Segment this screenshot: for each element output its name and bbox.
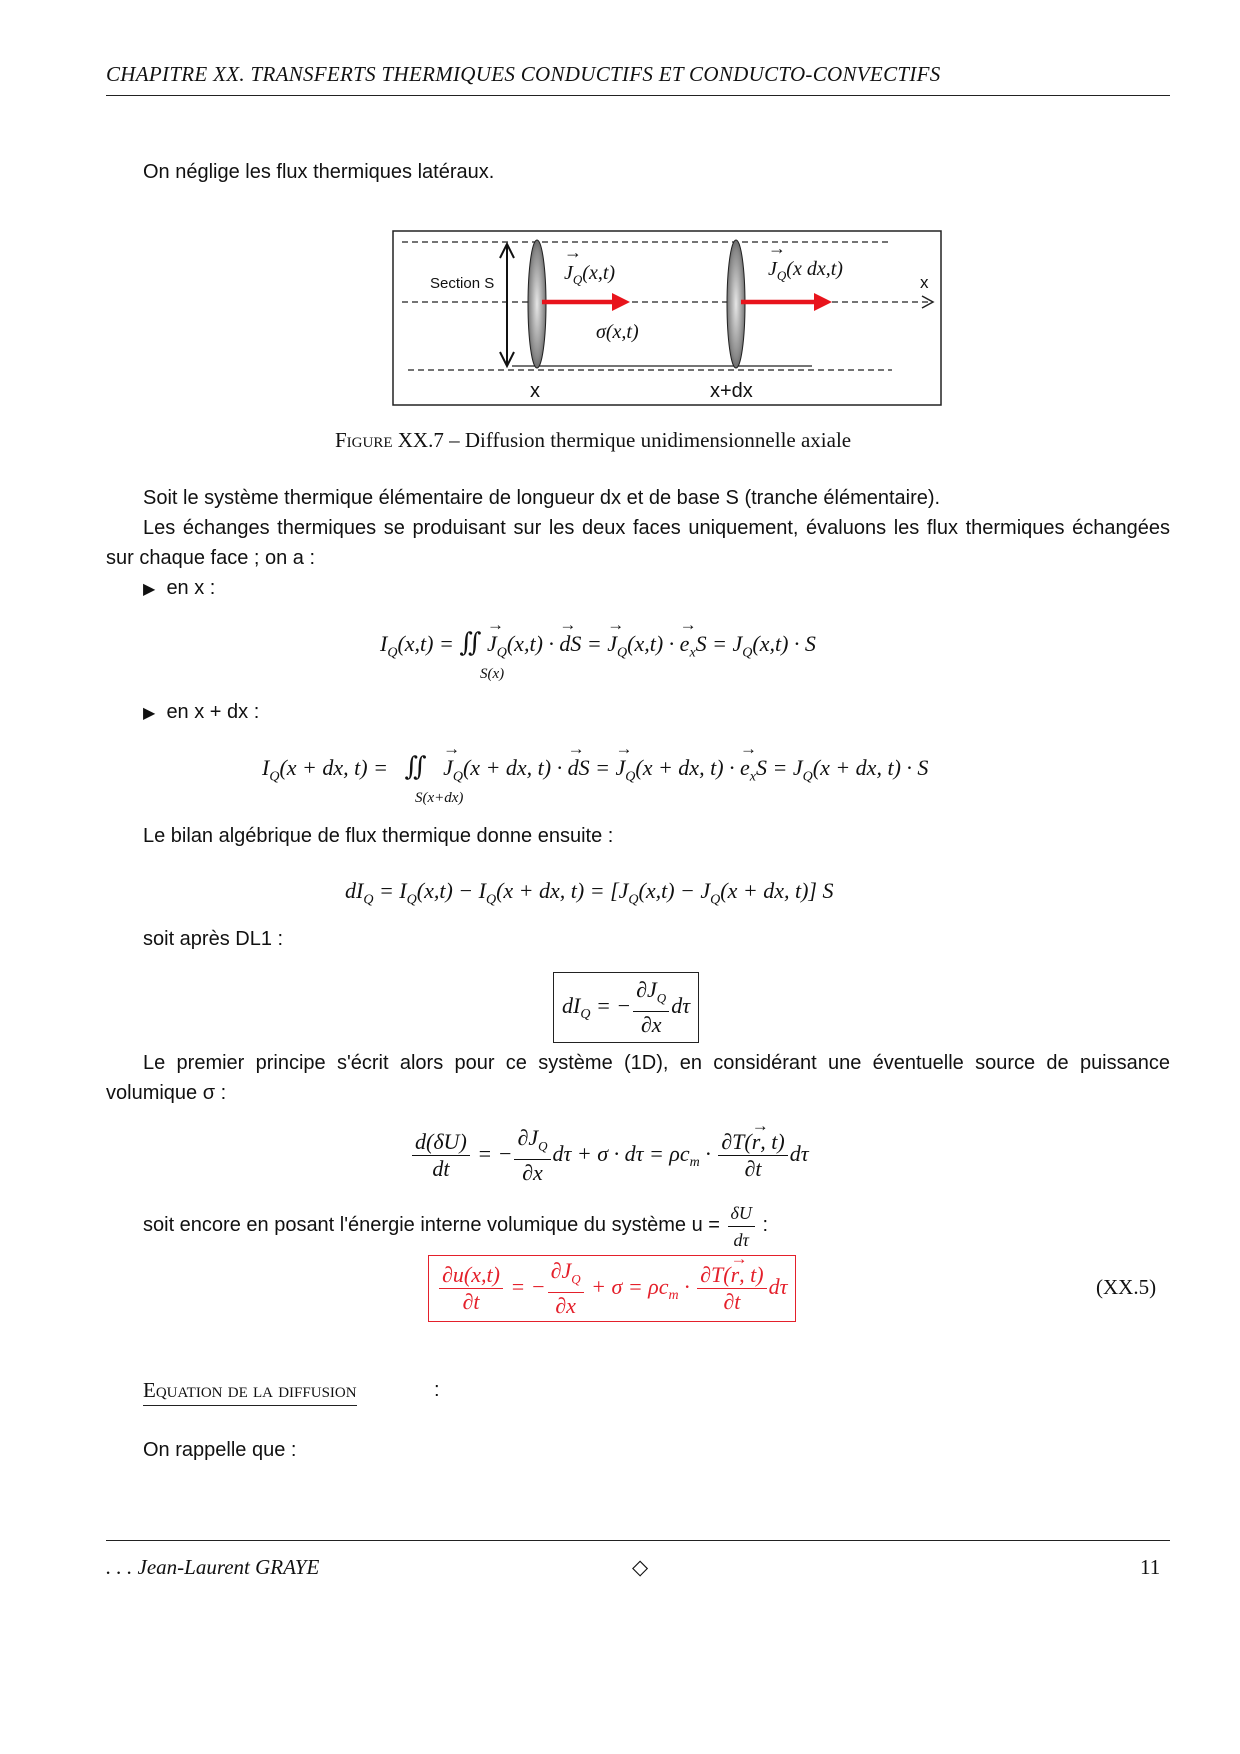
integral-domain-xdx: S(x+dx) xyxy=(415,790,464,806)
bullet-xdx-text: en x + dx : xyxy=(166,701,260,723)
svg-text:→: → xyxy=(564,242,582,262)
internal-energy-text: soit encore en posant l'énergie interne volumique du système u = xyxy=(143,1214,720,1237)
paragraph-balance: Le bilan algébrique de flux thermique donne ensuite : xyxy=(143,825,614,847)
position-xdx-label: x+dx xyxy=(710,380,753,402)
figure-caption xyxy=(335,428,851,453)
bullet-xdx xyxy=(143,697,259,729)
bullet-x-text: en x : xyxy=(166,577,216,599)
caption-text: – Diffusion thermique unidimensionnelle axiale xyxy=(443,428,852,452)
equation-boxed-diq: $dI_Q$ = − $\frac{\partial J_Q}{\partial x}$ dτ xyxy=(553,972,699,1043)
axis-x-label: x xyxy=(920,273,929,292)
running-header: CHAPITRE XX. TRANSFERTS THERMIQUES CONDUCTIFS ET CONDUCTO-CONVECTIFS xyxy=(106,62,941,86)
page-number: 11 xyxy=(1140,1555,1161,1579)
paragraph-recall: On rappelle que : xyxy=(143,1439,297,1461)
footer-rule xyxy=(106,1540,1170,1541)
equation-balance: $dI_Q = I_Q(x,t) - I_Q(x$ + dx, $t) = [J_Q(x,t) - J_Q(x$ + dx, t)] S xyxy=(345,878,834,908)
header-rule xyxy=(106,95,1170,96)
intro-text: On néglige les flux thermiques latéraux. xyxy=(143,161,495,183)
paragraph-exchanges: Les échanges thermiques se produisant sur les deux faces uniquement, évaluons les flux thermiques échangées sur chaque face ; on a : xyxy=(106,517,1170,569)
bullet-x xyxy=(143,573,215,605)
footer-diamond-icon: ◇ xyxy=(632,1555,649,1579)
sigma-label: σ(x,t) xyxy=(596,321,639,343)
jq-left-label: $J_Q(x,t)$ xyxy=(564,262,616,287)
paragraph-internal-energy: soit encore en posant l'énergie interne volumique du système u = $\frac{\delta U}{d\tau}$ : xyxy=(143,1200,768,1253)
caption-label: Figure XX.7 xyxy=(335,428,444,452)
section-title xyxy=(143,1378,357,1406)
svg-text:→: → xyxy=(768,238,786,258)
paragraph-dl1: soit après DL1 : xyxy=(143,928,284,950)
figure-frame xyxy=(393,231,941,405)
paragraph-first-principle: Le premier principe s'écrit alors pour ce système (1D), en considérant une éventuelle source de puissance volumique σ : xyxy=(106,1052,1170,1104)
figure-diagram xyxy=(392,230,942,406)
equation-number: (XX.5) xyxy=(1096,1275,1157,1299)
paragraph-system: Soit le système thermique élémentaire de longueur dx et de base S (tranche élémentaire). xyxy=(143,487,941,509)
equation-main-red: $\frac{\partial u(x,t)}{\partial t}$ = − $\frac{\partial J_Q}{\partial x}$ + $\sigma = \rho c_m$ · $\frac{\partial T(\to r, t)}{\partial t}$ dτ xyxy=(428,1255,796,1322)
bullet-icon: ▶ xyxy=(143,705,156,722)
position-x-label: x xyxy=(530,380,540,402)
equation-first-principle: $\frac{d(\delta U)}{dt}$ = − $\frac{\partial J_Q}{\partial x}$ $d\tau + \sigma \cdot d\tau = \rho c_m$ · $\frac{\partial T(\to r, t)}{\partial t}$ dτ xyxy=(410,1125,809,1186)
integral-domain-x: S(x) xyxy=(480,666,505,682)
section-title-text: Equation de la diffusion xyxy=(143,1378,357,1402)
section-title-colon: : xyxy=(434,1379,440,1401)
jq-right-label: $J_Q(x$ dx,t) xyxy=(768,258,843,283)
footer-author: . . . Jean-Laurent GRAYE xyxy=(106,1555,320,1579)
section-label: Section S xyxy=(430,275,495,292)
bullet-icon: ▶ xyxy=(143,581,156,598)
equation-flux-xdx: $I_Q(x$ + dx, t) = ∬ → $J_Q(x$ + dx, t) · → dS = → $J_Q(x$ + dx, t) · → $e_xS = J_Q(x$ + dx, t) · S xyxy=(262,752,928,785)
equation-flux-x: $I_Q(x,t)$ = ∬ → $J_Q(x,t)$ · → dS = → $J_Q(x,t)$ · → $e_xS = J_Q(x,t) \cdot S$ xyxy=(380,628,816,661)
